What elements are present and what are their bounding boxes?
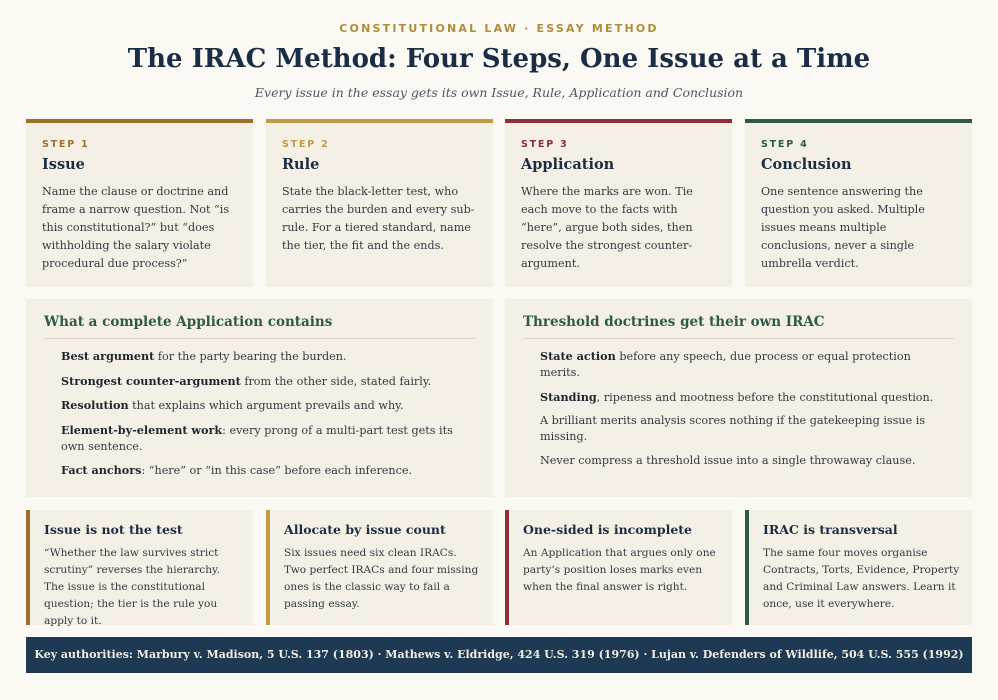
kicker-label: CONSTITUTIONAL LAW · ESSAY METHOD (339, 22, 659, 35)
item-lead: Resolution (61, 398, 129, 412)
step-number: STEP 2 (282, 139, 330, 150)
steps-row (26, 119, 972, 287)
item-lead: Fact anchors (61, 463, 142, 477)
note-text: Six issues need six clean IRACs. Two perfect IRACs and four missing ones is the classic way to fail a passing essay. (284, 547, 479, 610)
item-text: for the party bearing the burden. (154, 350, 347, 363)
threshold-list (540, 348, 950, 476)
step-description: One sentence answering the question you asked. Multiple issues means multiple conclusions, never a single umbrella verdict. (761, 185, 925, 270)
item-text: A brilliant merits analysis scores nothing if the gatekeeping issue is missing. (540, 414, 926, 443)
panel-title: Threshold doctrines get their own IRAC (523, 314, 954, 339)
note-accent-bar (505, 510, 509, 625)
list-item (61, 348, 471, 365)
item-text: that explains which argument prevails and why. (128, 399, 404, 412)
note-text: The same four moves organise Contracts, Torts, Evidence, Property and Criminal Law answers. Learn it once, use it everywhere. (763, 547, 960, 610)
list-item (61, 462, 471, 479)
step-accent-bar (266, 119, 493, 123)
application-list (61, 348, 471, 487)
item-lead: State action (540, 349, 616, 363)
step-name: Rule (282, 156, 320, 173)
list-item (61, 397, 471, 414)
step-card-issue (26, 119, 253, 287)
page-subtitle: Every issue in the essay gets its own Issue, Rule, Application and Conclusion (254, 85, 744, 100)
step-name: Issue (42, 156, 85, 173)
step-description: Name the clause or doctrine and frame a narrow question. Not “is this constitutional?” but “does withholding the salary violate procedural due process?” (42, 185, 230, 270)
step-number: STEP 1 (42, 139, 90, 150)
step-name: Conclusion (761, 156, 852, 173)
item-text: , ripeness and mootness before the constitutional question. (596, 390, 934, 404)
note-accent-bar (266, 510, 270, 625)
item-text: : “here” or “in this case” before each inference. (141, 464, 413, 477)
list-item (540, 389, 950, 406)
step-card-application (505, 119, 732, 287)
item-lead: Best argument (61, 349, 155, 363)
list-item (61, 373, 471, 390)
item-text: Never compress a threshold issue into a single throwaway clause. (540, 453, 916, 467)
note-card (266, 510, 493, 625)
list-item (540, 348, 950, 381)
note-accent-bar (745, 510, 749, 625)
page-title: The IRAC Method: Four Steps, One Issue at a Time (127, 44, 871, 74)
step-description: Where the marks are won. Tie each move to the facts with “here”, argue both sides, then resolve the strongest counter-argument. (521, 185, 693, 270)
threshold-panel (505, 299, 972, 497)
panel-title: What a complete Application contains (44, 314, 475, 339)
list-item (540, 413, 950, 445)
note-title: One-sided is incomplete (523, 522, 693, 537)
step-accent-bar (745, 119, 972, 123)
item-text: : every prong of a multi-part test gets its own sentence. (61, 423, 453, 453)
note-card (505, 510, 732, 625)
step-accent-bar (26, 119, 253, 123)
step-name: Application (521, 156, 615, 173)
note-text: “Whether the law survives strict scrutiny” reverses the hierarchy. The issue is the constitutional question; the tier is the rule you apply to it. (44, 547, 220, 627)
item-lead: Standing (540, 389, 597, 404)
note-text: An Application that argues only one party’s position loses marks even when the final answer is right. (523, 547, 716, 593)
item-lead: Strongest counter-argument (61, 373, 241, 388)
application-panel (26, 299, 493, 497)
step-card-conclusion (745, 119, 972, 287)
step-description: State the black-letter test, who carries the burden and every sub-rule. For a tiered standard, name the tier, the fit and the ends. (282, 185, 475, 252)
item-lead: Element-by-element work (61, 422, 223, 437)
step-accent-bar (505, 119, 732, 123)
note-title: Issue is not the test (44, 522, 183, 537)
note-accent-bar (26, 510, 30, 625)
note-title: Allocate by issue count (284, 522, 446, 537)
note-card (26, 510, 253, 625)
authorities-footer: Key authorities: Marbury v. Madison, 5 U.S. 137 (1803) · Mathews v. Eldridge, 424 U.S. 319 (1976) · Lujan v. Defenders of Wildlife, 504 U.S. 555 (1992) (26, 637, 972, 673)
step-number: STEP 4 (761, 139, 809, 150)
note-card (745, 510, 972, 625)
item-text: from the other side, stated fairly. (240, 374, 432, 388)
step-card-rule (266, 119, 493, 287)
step-number: STEP 3 (521, 139, 569, 150)
list-item (540, 453, 950, 469)
list-item (61, 422, 471, 455)
item-text: before any speech, due process or equal protection merits. (540, 350, 911, 379)
notes-row (26, 510, 972, 625)
note-title: IRAC is transversal (763, 522, 898, 537)
